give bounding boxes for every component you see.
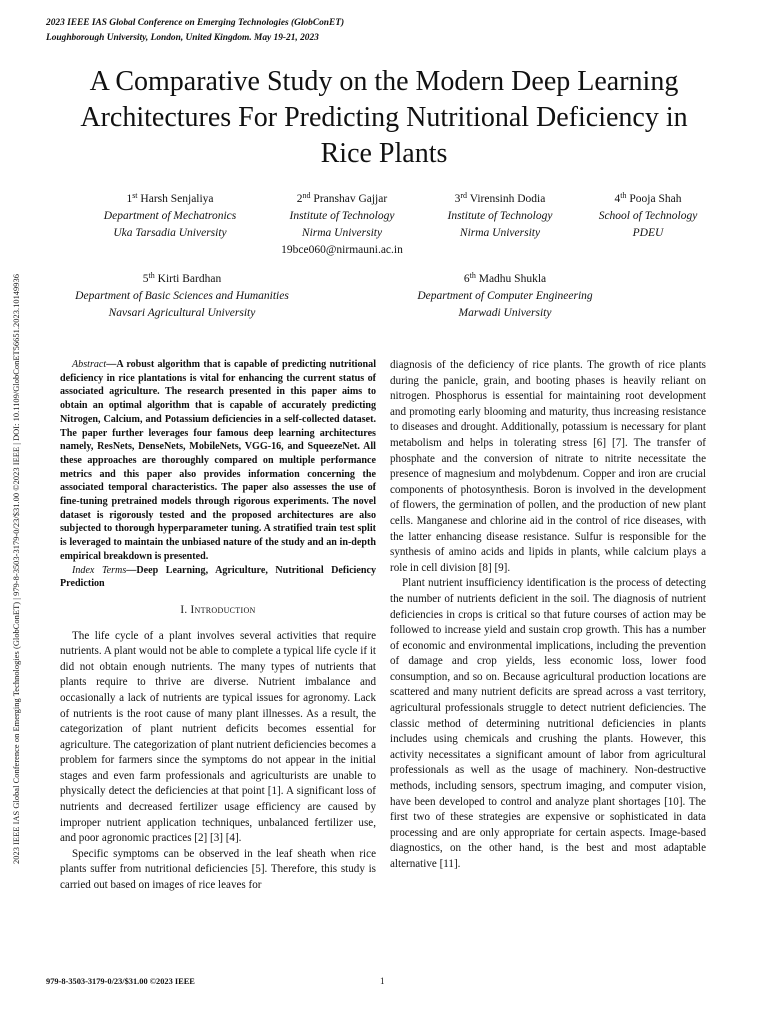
author-name: 6th Madhu Shukla <box>463 271 547 285</box>
author-email[interactable]: 19bce060@nirmauni.ac.in <box>281 244 403 256</box>
author-name: 2nd Pranshav Gajjar <box>296 191 388 205</box>
author-organization: Uka Tarsadia University <box>113 227 227 239</box>
author-department: School of Technology <box>598 210 698 222</box>
paper-title: A Comparative Study on the Modern Deep Learning Architectures For Predicting Nutritional Deficiency in Rice Plants <box>80 66 688 169</box>
author-organization: Navsari Agricultural University <box>108 307 256 319</box>
index-terms-text: —Deep Learning, Agriculture, Nutritional Deficiency Prediction <box>60 564 376 590</box>
author-department: Department of Basic Sciences and Humanities <box>75 290 289 302</box>
section-heading: I. Introduction <box>180 603 256 616</box>
author-department: Department of Mechatronics <box>103 210 237 222</box>
author-name: 3rd Virensinh Dodia <box>454 191 546 205</box>
author-name: 4th Pooja Shah <box>614 191 682 205</box>
side-margin-citation <box>12 274 28 880</box>
body-paragraph: The life cycle of a plant involves several activities that require nutrients. A plant would not be able to complete a typical life cycle if it did not obtain enough nutrients. The many types of nutrients that plants require to thrive are diverse. Nutrient imbalance and occasionally a lack of nutrients are typical issues for agronomy. Lack of nutrients is the root cause of many plant illnesses. As a result, the categorization of plant nutrient deficits becomes essential for agriculture. The categorization of plant nutrient deficiencies becomes a problem for farmers since the symptoms do not appear in the initial stages and even farm professionals and agriculturists are unable to physically detect the deficiencies at that point [1]. A significant loss of nutrients and decreased fertilizer usage efficiency are caused by improper nutrient application techniques, unbalanced fertilizer use, and poor agronomic practices [2] [3] [4]. <box>60 629 376 845</box>
body-paragraph: Specific symptoms can be observed in the leaf sheath when rice plants suffer from nutritional deficiencies [5]. Therefore, this study is carried out based on images of rice leaves for <box>60 847 376 892</box>
author-block-6 <box>382 271 628 322</box>
author-organization: PDEU <box>632 227 664 239</box>
author-block-2 <box>252 191 432 259</box>
conference-location: Loughborough University, London, United Kingdom. May 19-21, 2023 <box>46 33 319 43</box>
left-column <box>60 358 376 894</box>
author-department: Department of Computer Engineering <box>417 290 593 302</box>
author-organization: Nirma University <box>301 227 383 239</box>
author-department: Institute of Technology <box>289 210 395 222</box>
author-block-4 <box>558 191 738 242</box>
conference-name: 2023 IEEE IAS Global Conference on Emerging Technologies (GlobConET) <box>46 18 345 28</box>
author-name: 1st Harsh Senjaliya <box>126 191 214 205</box>
index-terms-label: Index Terms <box>72 564 127 576</box>
footer-copyright: 979-8-3503-3179-0/23/$31.00 ©2023 IEEE <box>46 977 195 986</box>
body-paragraph: Plant nutrient insufficiency identification is the process of detecting the number of nutrients deficient in the soil. The diagnosis of nutrient deficiencies in crops is critical so that future courses of action may be followed to increase yield and sustain crop growth. This has a number of economic and environmental implications, including the prevention of damage and crop yields, less economic loss, lower food consumption, and so on. Because agricultural production locations are scattered and many nutrient deficits are spread across a vast territory, agricultural professionals struggle to detect nutrient deficiencies. The classic method of determining nutritional deficiencies in plants includes using chemicals and crushing the plants. However, this activity necessitates a significant amount of labor from agricultural professionals as well as the usage of machinery. Non-destructive methods, including sensors, spectrum imaging, and computer vision, have been developed to control and analyze plant shortages [10]. The first two of these strategies are expensive or sophisticated in data processing and are only appropriate for certain aspects. Image-based diagnostics, on the other hand, is the best and most adaptable alternative [11]. <box>390 577 706 870</box>
body-paragraph: diagnosis of the deficiency of rice plants. The growth of rice plants during the panicle, grain, and booting phases is heavily reliant on nitrogen. Phosphorus is essential for maintaining root development and promoting early blooming and maturity, thus increasing resistance to diseases and drought. Additionally, potassium is necessary for plant metabolism and helps in tolerating stress [6] [7]. The transfer of phosphate and the conversion of nitrate to nitrite necessitate the presence of magnesium and molybdenum. Copper and iron are crucial components of photosynthesis. Boron is involved in the development of flowers, the germination of pollen, and the production of new plant cells. Manganese and chlorine aid in the control of rice diseases, with the latter enhancing disease resistance. Sulfur is responsible for the synthesis of amino acids and lipids in plants, while calcium plays a role in cell division [8] [9]. <box>390 359 706 574</box>
author-organization: Nirma University <box>459 227 541 239</box>
abstract-label: Abstract <box>72 359 107 370</box>
right-column <box>390 358 706 873</box>
abstract-text: —A robust algorithm that is capable of predicting nutritional deficiency in rice plantations is vital for enhancing the current status of associated agriculture. The research presented in this paper aims to obtain an optimal algorithm that is capable of accurately predicting Nitrogen, Calcium, and Potassium deficiencies in a self-collected dataset. The paper further leverages four famous deep learning architectures namely, ResNets, DenseNets, MobileNets, VGG-16, and SqueezeNet. All these approaches are thoroughly compared on multiple performance metrics and this paper also provides information concerning the associated temporal characteristics. The paper also assesses the use of fine-tuning pretrained models through rigorous experiments. The novel dataset is rigorously tested and the proposed architectures are also subjected to thorough hyperparameter tuning. A stratified train test split is leveraged to maintain the unbiased nature of the study and an in-depth empirical breakdown is presented. <box>60 359 376 562</box>
author-block-5 <box>50 271 314 322</box>
author-organization: Marwadi University <box>458 307 552 319</box>
page-number: 1 <box>380 976 385 986</box>
index-terms <box>60 564 376 591</box>
abstract <box>60 358 376 564</box>
author-block-1 <box>80 191 260 242</box>
side-citation-text: 2023 IEEE IAS Global Conference on Emerging Technologies (GlobConET) | 979-8-3503-3179-0/23/$31.00 ©2023 IEEE | DOI: 10.1109/GlobConET56651.2023.10149936 <box>12 274 21 864</box>
author-department: Institute of Technology <box>447 210 553 222</box>
conference-header <box>46 16 566 46</box>
author-name: 5th Kirti Bardhan <box>142 271 222 285</box>
